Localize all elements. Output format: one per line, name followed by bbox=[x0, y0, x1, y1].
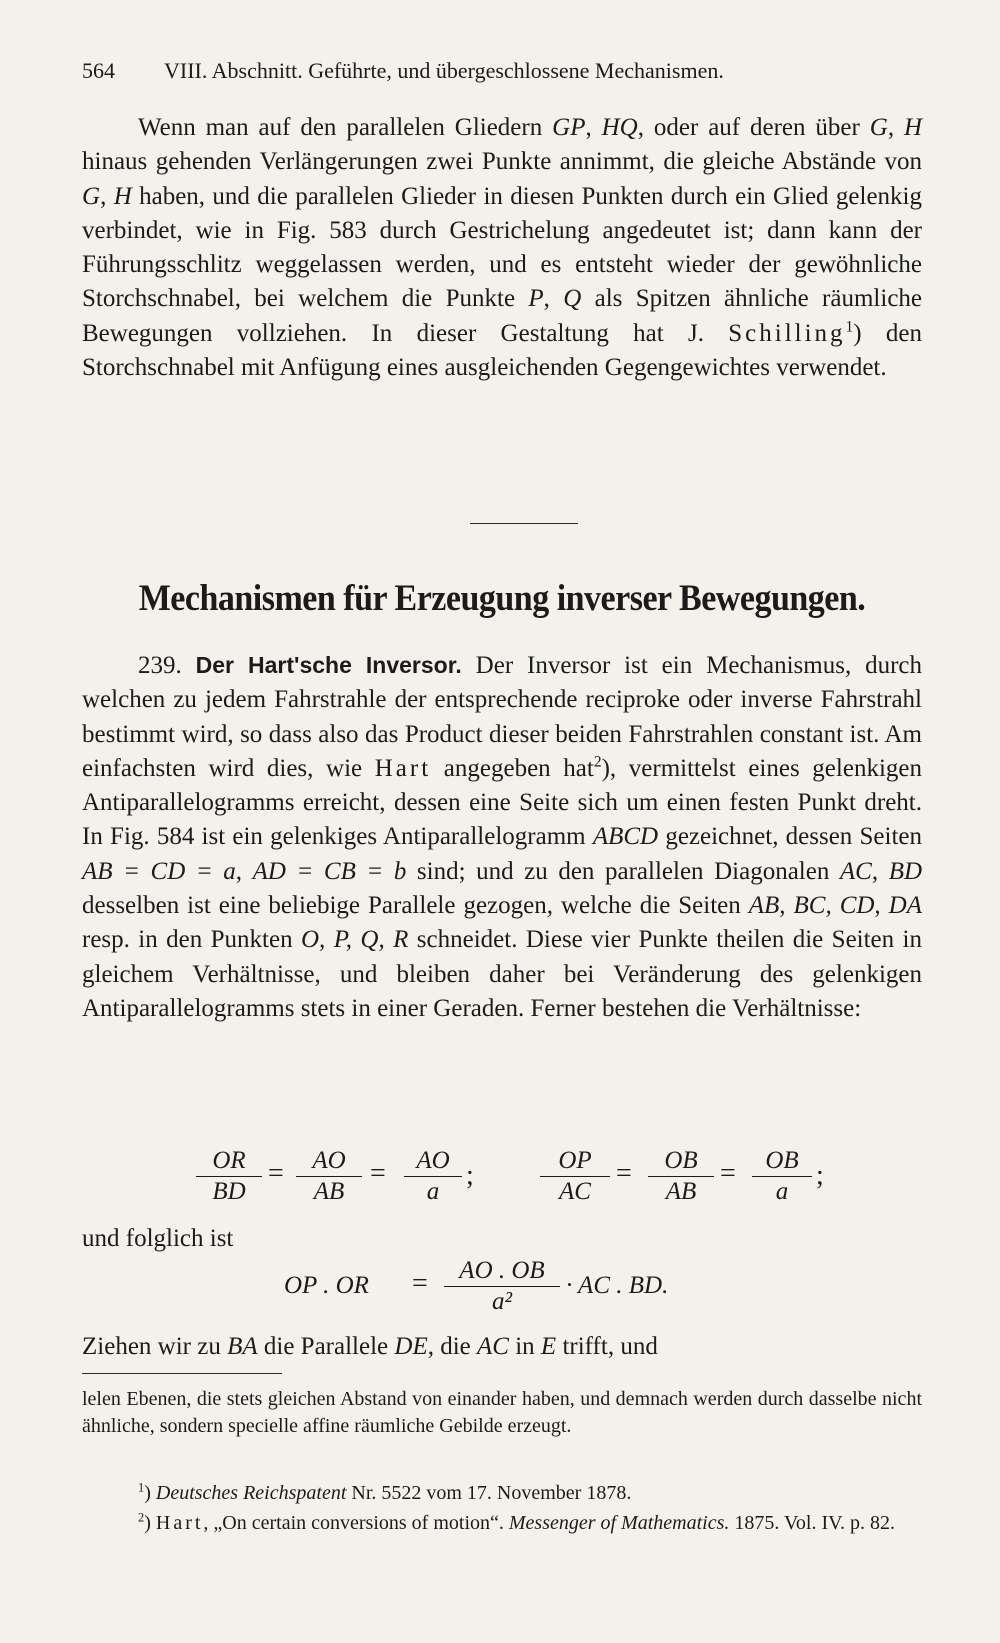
paragraph-parallel-de bbox=[82, 1330, 922, 1364]
patent-title: Deutsches Reichspatent bbox=[155, 1482, 347, 1504]
running-head bbox=[82, 58, 922, 84]
footnote-mark: 2 bbox=[138, 1510, 145, 1525]
text-und-folglich: und folglich ist bbox=[82, 1225, 234, 1252]
author-hart: Hart bbox=[155, 1512, 204, 1534]
text-run: schneidet. Diese vier Punkte theilen die Seiten in gleichem Verhältnisse, und bleiben daher bei Veränderung des gelenkigen Antiparallelogramms stets in einer Geraden. Ferner bestehen die Verhältnisse: bbox=[82, 926, 922, 1022]
footnote-2: $^2$) Hart, „On certain conversions of motion“. Messenger of Mathematics. 1875. Vol. IV. p. 82. bbox=[138, 1510, 895, 1534]
symbol-ac: AC bbox=[477, 1333, 509, 1360]
fraction-ob-ab: $\frac{OB}{AB}$ bbox=[648, 1146, 714, 1207]
text-run: , bbox=[871, 857, 889, 885]
text-run: Nr. 5522 vom 17. November 1878. bbox=[346, 1482, 632, 1504]
text-run: , bbox=[887, 114, 904, 141]
fraction-ao-a: $\frac{AO}{a}$ bbox=[404, 1146, 462, 1207]
text-run: die Parallele bbox=[257, 1333, 395, 1360]
symbol-gp: GP bbox=[552, 114, 586, 141]
fraction-or-bd: $\frac{OR}{BD}$ bbox=[196, 1146, 262, 1207]
text-run: ), vermittelst eines gelenkigen Antiparallelogramms erreicht, dessen eine Seite sich um einen festen Punkt dreht. In Fig. 584 ist ein gelenkiges Antiparallelogramm bbox=[82, 754, 922, 851]
equals-sign: = bbox=[720, 1158, 736, 1189]
text-run: 1875. Vol. IV. p. 82. bbox=[729, 1512, 895, 1534]
symbol-bd: BD bbox=[888, 857, 923, 885]
text-run: hinaus gehenden Verlängerungen zwei Punkte annimmt, die gleiche Abstände von bbox=[82, 148, 922, 176]
journal-title: Messenger of Mathematics. bbox=[508, 1512, 730, 1534]
symbol-ba: BA bbox=[227, 1333, 258, 1360]
text-run: Der Inversor ist ein Mechanismus, durch welchen zu jedem Fahrstrahle der entsprechende reciproke oder inverse Fahrstrahl bestimmt wird, so dass also das Product dieser beiden Fahrstrahlen constant ist. Am einfachsten wird dies, wie bbox=[82, 652, 922, 782]
text-run: , bbox=[100, 182, 114, 210]
symbol-p: P bbox=[528, 285, 544, 313]
symbol-g: G bbox=[869, 114, 888, 141]
running-title: VIII. Abschnitt. Geführte, und übergeschlossene Mechanismen. bbox=[164, 58, 724, 83]
footnote-ref-2: 2 bbox=[593, 753, 602, 771]
paragraph-inversor bbox=[82, 648, 922, 1026]
symbol-g: G bbox=[82, 182, 101, 210]
semicolon: ; bbox=[816, 1160, 824, 1191]
symbol-e: E bbox=[540, 1333, 557, 1360]
text-run: , bbox=[585, 114, 602, 141]
text-run: gezeichnet, dessen Seiten bbox=[658, 823, 923, 851]
symbol-hq: HQ bbox=[601, 114, 638, 141]
equals-sign: = bbox=[370, 1158, 386, 1189]
semicolon: ; bbox=[466, 1160, 474, 1191]
text-run: , „On certain conversions of motion“. bbox=[203, 1512, 509, 1534]
symbol-de: DE bbox=[394, 1333, 428, 1360]
fraction-ao-ob-a2: $\frac{AO . OB}{\text{a²}}$ bbox=[444, 1256, 560, 1317]
text-run: desselben ist eine beliebige Parallele gezogen, welche die Seiten bbox=[82, 892, 749, 920]
fraction-ob-a: $\frac{OB}{a}$ bbox=[752, 1146, 812, 1207]
symbol-sides: AB, BC, CD, DA bbox=[748, 892, 922, 920]
symbol-ac: AC bbox=[839, 857, 872, 885]
equation-ratios bbox=[0, 1146, 1000, 1216]
page-number: 564 bbox=[82, 58, 115, 83]
section-title: Mechanismen für Erzeugung inverser Bewegungen. bbox=[138, 578, 866, 619]
text-run: sind; und zu den parallelen Diagonalen bbox=[406, 857, 840, 885]
equation-rhs: · AC . BD. bbox=[566, 1272, 669, 1299]
paragraph-storchschnabel bbox=[82, 111, 922, 385]
symbol-abcd: ABCD bbox=[592, 823, 659, 851]
equals-sign: = bbox=[412, 1268, 428, 1299]
footnote-mark: 1 bbox=[138, 1480, 145, 1495]
text-run: haben, und die parallelen Glieder in diesen Punkten durch ein Glied gelenkig verbindet, wie in Fig. 583 durch Gestrichelung angedeutet ist; dann kann der Führungsschlitz weggelassen werden, und es entsteht wieder der gewöhnliche Storchschnabel, bei welchem die Punkte bbox=[82, 182, 923, 313]
equation-lhs: OP . OR bbox=[284, 1272, 369, 1299]
symbol-h: H bbox=[903, 114, 923, 141]
equation-sides-b: AD = CB = b bbox=[252, 857, 407, 885]
text-run: Ziehen wir zu bbox=[82, 1333, 228, 1360]
text-run: , bbox=[543, 285, 564, 313]
text-run: trifft, und bbox=[556, 1333, 658, 1360]
footnote-rule bbox=[82, 1373, 282, 1374]
symbol-points: O, P, Q, R bbox=[301, 926, 409, 954]
symbol-h: H bbox=[113, 182, 132, 210]
text-run: , die bbox=[427, 1333, 478, 1360]
text-run: in bbox=[508, 1333, 541, 1360]
text-run: als Spitzen ähnliche räumliche Bewegungen vollziehen. In dieser Gestaltung hat J. bbox=[82, 285, 923, 347]
text-run: , oder auf deren über bbox=[637, 114, 870, 141]
footnote-continuation: lelen Ebenen, die stets gleichen Abstand von einander haben, und demnach werden durch dasselbe nicht ähnliche, sondern specielle affine räumliche Gebilde erzeugt. bbox=[82, 1388, 922, 1437]
footnote-1: $^1$) Deutsches Reichspatent Nr. 5522 vom 17. November 1878. bbox=[138, 1480, 632, 1504]
fraction-op-ac: $\frac{OP}{AC}$ bbox=[540, 1146, 610, 1207]
footnote-ref-1: 1 bbox=[845, 318, 854, 336]
separator-rule bbox=[470, 523, 578, 524]
text-run: angegeben hat bbox=[431, 754, 594, 782]
symbol-q: Q bbox=[563, 285, 582, 313]
equals-sign: = bbox=[616, 1158, 632, 1189]
equation-sides-a: AB = CD = a bbox=[82, 857, 236, 885]
fraction-ao-ab: $\frac{AO}{AB}$ bbox=[296, 1146, 362, 1207]
author-schilling: Schilling bbox=[728, 319, 846, 347]
subsection-heading: Der Hart'sche Inversor. bbox=[195, 652, 462, 678]
equals-sign: = bbox=[268, 1158, 284, 1189]
text-run: Wenn man auf den parallelen Gliedern bbox=[138, 114, 553, 141]
text-run: ) den Storchschnabel mit Anfügung eines ausgleichenden Gegengewichtes verwendet. bbox=[82, 319, 923, 382]
section-number: 239. bbox=[138, 652, 182, 679]
text-run: resp. in den Punkten bbox=[82, 926, 301, 954]
text-run: , bbox=[235, 857, 253, 885]
author-hart: Hart bbox=[374, 754, 432, 782]
equation-product bbox=[0, 1256, 1000, 1322]
